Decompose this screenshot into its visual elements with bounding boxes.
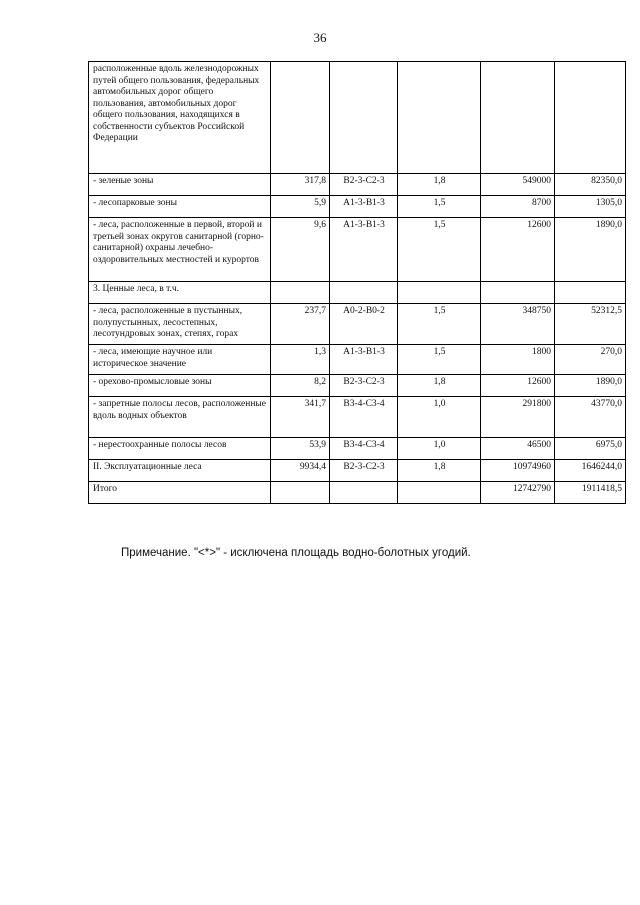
cell-total: 1890,0: [555, 375, 626, 397]
cell-value: 46500: [481, 438, 555, 460]
cell-value: 12600: [481, 218, 555, 282]
cell-class: А0-2-В0-2: [330, 304, 398, 345]
forest-rates-table: [88, 61, 626, 504]
cell-coef: 1,5: [398, 345, 481, 375]
cell-class: А1-3-В1-3: [330, 218, 398, 282]
cell-name: - орехово-промысловые зоны: [89, 375, 271, 397]
cell-value: 10974960: [481, 460, 555, 482]
cell-area: 5,9: [271, 196, 330, 218]
cell-area: [271, 482, 330, 504]
table-row: [89, 345, 626, 375]
table-row: [89, 174, 626, 196]
table-row: [89, 397, 626, 438]
cell-total: 270,0: [555, 345, 626, 375]
cell-name: - запретные полосы лесов, расположенные вдоль водных объектов: [89, 397, 271, 438]
cell-name: 3. Ценные леса, в т.ч.: [89, 282, 271, 304]
cell-area: 1,3: [271, 345, 330, 375]
cell-area: 8,2: [271, 375, 330, 397]
cell-coef: 1,0: [398, 438, 481, 460]
cell-coef: [398, 62, 481, 174]
cell-area: 53,9: [271, 438, 330, 460]
cell-total: 1646244,0: [555, 460, 626, 482]
cell-name: - леса, имеющие научное или историческое значение: [89, 345, 271, 375]
table-row: [89, 438, 626, 460]
table-note: Примечание. "<*>" - исключена площадь водно-болотных угодий.: [121, 547, 471, 559]
page-number: 36: [313, 30, 327, 45]
cell-total: 52312,5: [555, 304, 626, 345]
cell-area: 9,6: [271, 218, 330, 282]
cell-class: [330, 282, 398, 304]
table-row: [89, 218, 626, 282]
cell-coef: 1,0: [398, 397, 481, 438]
cell-name: - леса, расположенные в пустынных, полупустынных, лесостепных, лесотундровых зонах, степях, горах: [89, 304, 271, 345]
cell-coef: 1,5: [398, 218, 481, 282]
cell-area: 237,7: [271, 304, 330, 345]
cell-value: 1800: [481, 345, 555, 375]
cell-area: [271, 62, 330, 174]
cell-value: 12600: [481, 375, 555, 397]
cell-coef: 1,8: [398, 174, 481, 196]
cell-coef: 1,8: [398, 460, 481, 482]
cell-total: 1890,0: [555, 218, 626, 282]
cell-class: А1-3-В1-3: [330, 196, 398, 218]
cell-name: - леса, расположенные в первой, второй и третьей зонах округов санитарной (горно-санитарной) охраны лечебно-оздоровительных местностей и курортов: [89, 218, 271, 282]
cell-coef: 1,5: [398, 196, 481, 218]
table-row: [89, 282, 626, 304]
cell-class: В3-4-С3-4: [330, 397, 398, 438]
cell-total: 43770,0: [555, 397, 626, 438]
cell-class: [330, 482, 398, 504]
cell-area: 317,8: [271, 174, 330, 196]
cell-value: 549000: [481, 174, 555, 196]
cell-value: 12742790: [481, 482, 555, 504]
table-row: [89, 196, 626, 218]
cell-value: [481, 282, 555, 304]
cell-class: В2-3-С2-3: [330, 375, 398, 397]
cell-class: А1-3-В1-3: [330, 345, 398, 375]
cell-total: 1305,0: [555, 196, 626, 218]
cell-class: В2-3-С2-3: [330, 460, 398, 482]
table-row: [89, 460, 626, 482]
table-row: [89, 62, 626, 174]
cell-area: 341,7: [271, 397, 330, 438]
cell-coef: 1,5: [398, 304, 481, 345]
cell-coef: [398, 482, 481, 504]
cell-name: Итого: [89, 482, 271, 504]
cell-total: 1911418,5: [555, 482, 626, 504]
cell-area: 9934,4: [271, 460, 330, 482]
cell-name: II. Эксплуатационные леса: [89, 460, 271, 482]
cell-value: 8700: [481, 196, 555, 218]
cell-class: [330, 62, 398, 174]
cell-class: В3-4-С3-4: [330, 438, 398, 460]
table-row: [89, 482, 626, 504]
cell-area: [271, 282, 330, 304]
cell-name: - нерестоохранные полосы лесов: [89, 438, 271, 460]
cell-total: 6975,0: [555, 438, 626, 460]
cell-name: - лесопарковые зоны: [89, 196, 271, 218]
table-row: [89, 375, 626, 397]
cell-total: [555, 62, 626, 174]
table-row: [89, 304, 626, 345]
cell-name: расположенные вдоль железнодорожных путей общего пользования, федеральных автомобильных дорог общего пользования, автомобильных дорог общего пользования, находящихся в собственности субъектов Российской Федерации: [89, 62, 271, 174]
cell-class: В2-3-С2-3: [330, 174, 398, 196]
cell-value: 348750: [481, 304, 555, 345]
cell-coef: [398, 282, 481, 304]
cell-coef: 1,8: [398, 375, 481, 397]
cell-total: 82350,0: [555, 174, 626, 196]
cell-total: [555, 282, 626, 304]
cell-value: 291800: [481, 397, 555, 438]
cell-value: [481, 62, 555, 174]
cell-name: - зеленые зоны: [89, 174, 271, 196]
